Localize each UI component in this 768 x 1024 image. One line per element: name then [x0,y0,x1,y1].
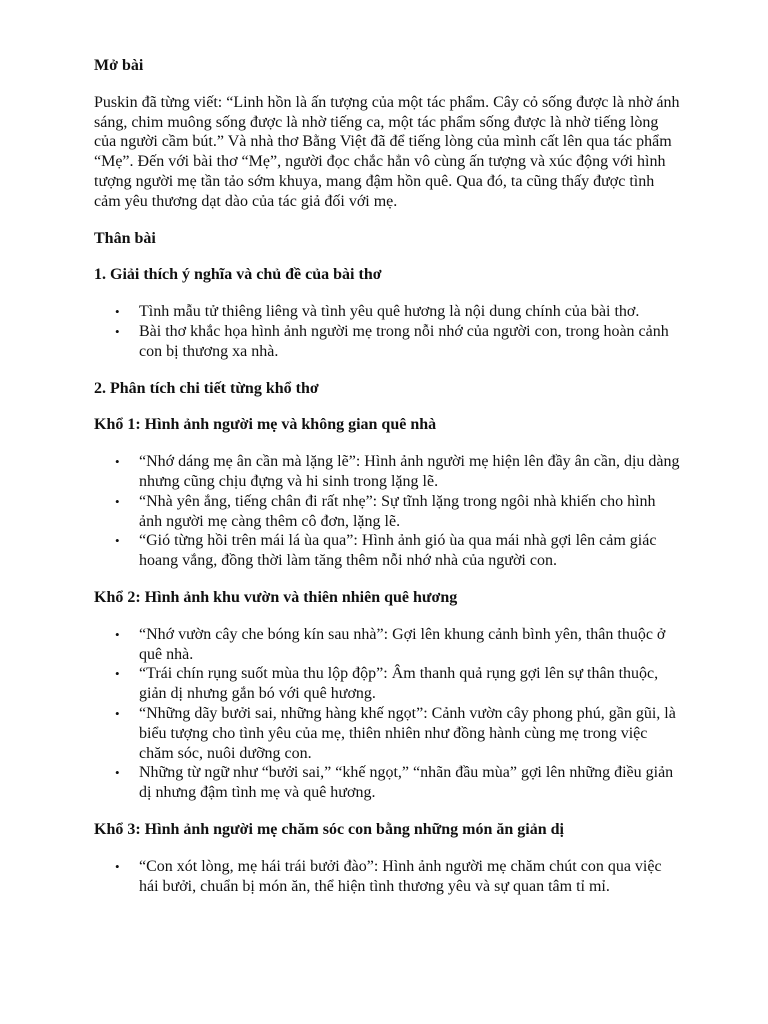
bullet-icon: • [115,323,120,339]
list-item [94,664,682,704]
intro-paragraph: Puskin đã từng viết: “Linh hồn là ấn tượng của một tác phẩm. Cây cỏ sống được là nhờ ánh sáng, chim muông sống được là nhờ tiếng ca, một tác phẩm sống được là nhờ tiếng lòng của người cầm bút.” Và nhà thơ Bằng Việt đã để tiếng lòng của mình cất lên qua tác phẩm “Mẹ”. Đến với bài thơ “Mẹ”, người đọc chắc hẳn vô cùng ấn tượng và xúc động với hình tượng người mẹ tần tảo sớm khuya, mang đậm hồn quê. Qua đó, ta cũng thấy được tình cảm yêu thương dạt dào của tác giả đối với mẹ. [94,93,680,210]
bullet-icon: • [115,493,120,509]
list-item [94,625,682,665]
stanza1-list [94,452,682,571]
list-item-text: “Con xót lòng, mẹ hái trái bưởi đào”: Hình ảnh người mẹ chăm chút con qua việc hái bưởi, chuẩn bị món ăn, thể hiện tình thương yêu và sự quan tâm tỉ mỉ. [139,857,662,895]
stanza3-list [94,857,682,897]
bullet-icon: • [115,454,120,470]
bullet-icon: • [115,533,120,549]
list-item [94,492,682,532]
list-item-text: “Gió từng hồi trên mái lá ùa qua”: Hình ảnh gió ùa qua mái nhà gợi lên cảm giác hoang vắng, đồng thời làm tăng thêm nỗi nhớ nhà của người con. [139,532,657,570]
list-item-text: Bài thơ khắc họa hình ảnh người mẹ trong nỗi nhớ của người con, trong hoàn cảnh con bị thương xa nhà. [139,322,669,360]
stanza3-heading: Khổ 3: Hình ảnh người mẹ chăm sóc con bằng những món ăn giản dị [94,820,564,838]
section2-heading: 2. Phân tích chi tiết từng khổ thơ [94,379,319,397]
list-item [94,763,682,803]
list-item [94,452,682,492]
body-title: Thân bài [94,229,156,247]
list-item-text: “Những dãy bưởi sai, những hàng khế ngọt”: Cảnh vườn cây phong phú, gần gũi, là biểu tượng cho tình yêu của mẹ, thiên nhiên như đồng hành cùng mẹ trong việc chăm sóc, nuôi dưỡng con. [139,704,676,762]
list-item-text: “Nhớ dáng mẹ ân cần mà lặng lẽ”: Hình ảnh người mẹ hiện lên đầy ân cần, dịu dàng nhưng cũng chịu đựng và hi sinh trong lặng lẽ. [139,453,680,490]
bullet-icon: • [115,765,120,781]
list-item [94,531,682,571]
bullet-icon: • [115,705,120,721]
list-item-text: “Nhà yên ắng, tiếng chân đi rất nhẹ”: Sự tĩnh lặng trong ngôi nhà khiến cho hình ảnh người mẹ càng thêm cô đơn, lặng lẽ. [139,492,656,530]
list-item [94,322,682,362]
list-item-text: Những từ ngữ như “bưởi sai,” “khế ngọt,” “nhãn đầu mùa” gợi lên những điều giản dị nhưng đậm tình mẹ và quê hương. [139,764,674,802]
bullet-icon: • [115,858,120,874]
stanza2-list [94,625,682,803]
list-item [94,857,682,897]
bullet-icon: • [115,304,120,320]
list-item-text: “Trái chín rụng suốt mùa thu lộp độp”: Âm thanh quả rụng gợi lên sự thân thuộc, giản dị nhưng gắn bó với quê hương. [139,665,659,703]
bullet-icon: • [115,626,120,642]
list-item-text: Tình mẫu tử thiêng liêng và tình yêu quê hương là nội dung chính của bài thơ. [139,303,640,321]
stanza1-heading: Khổ 1: Hình ảnh người mẹ và không gian quê nhà [94,416,437,434]
bullet-icon: • [115,666,120,682]
stanza2-heading: Khổ 2: Hình ảnh khu vườn và thiên nhiên quê hương [94,588,458,606]
list-item-text: “Nhớ vườn cây che bóng kín sau nhà”: Gợi lên khung cảnh bình yên, thân thuộc ở quê nhà. [139,625,666,663]
section1-heading: 1. Giải thích ý nghĩa và chủ đề của bài thơ [94,266,382,284]
intro-title: Mở bài [94,57,144,74]
list-item [94,302,682,322]
document-page [94,56,682,896]
section1-list [94,302,682,361]
list-item [94,704,682,763]
